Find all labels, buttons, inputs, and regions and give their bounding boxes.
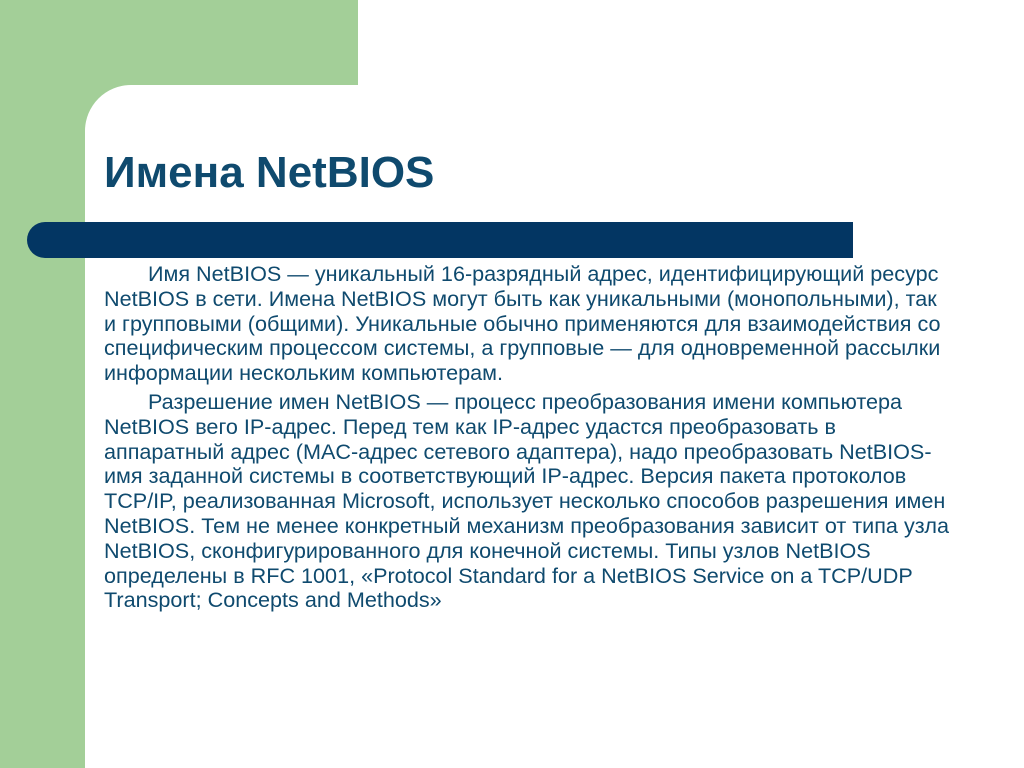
paragraph-netbios-name: Имя NetBIOS — уникальный 16-разрядный адрес, идентифицирующий ресурс NetBIOS в сети. Имена NetBIOS могут быть как уникальными (монопольными), так и групповыми (общими). Уникальные обычно применяются для взаимодействия со специфическим процессом системы, а групповые — для одновременной рассылки информации нескольким компьютерам. bbox=[104, 261, 941, 386]
paragraph-name-resolution: Разрешение имен NetBIOS — процесс преобразования имени компьютера NetBIOS вего IP-адрес. Перед тем как IP-адрес удастся преобразовать в аппаратный адрес (MAC-адрес сетевого адаптера), надо преобразовать NetBIOS-имя заданной системы в соответствующий IP-адрес. Версия пакета протоколов TCP/IP, реализованная Microsoft, использует несколько способов разрешения имен NetBIOS. Тем не менее конкретный механизм преобразования зависит от типа узла NetBIOS, сконфигурированного для конечной системы. Типы узлов NetBIOS определены в RFC 1001, «Protocol Standard for a NetBIOS Service on a TCP/UDP Transport; Concepts and Methods» bbox=[104, 388, 950, 613]
slide-title: Имена NetBIOS bbox=[104, 148, 435, 197]
slide-body bbox=[104, 262, 954, 617]
title-divider-bar bbox=[27, 222, 853, 258]
